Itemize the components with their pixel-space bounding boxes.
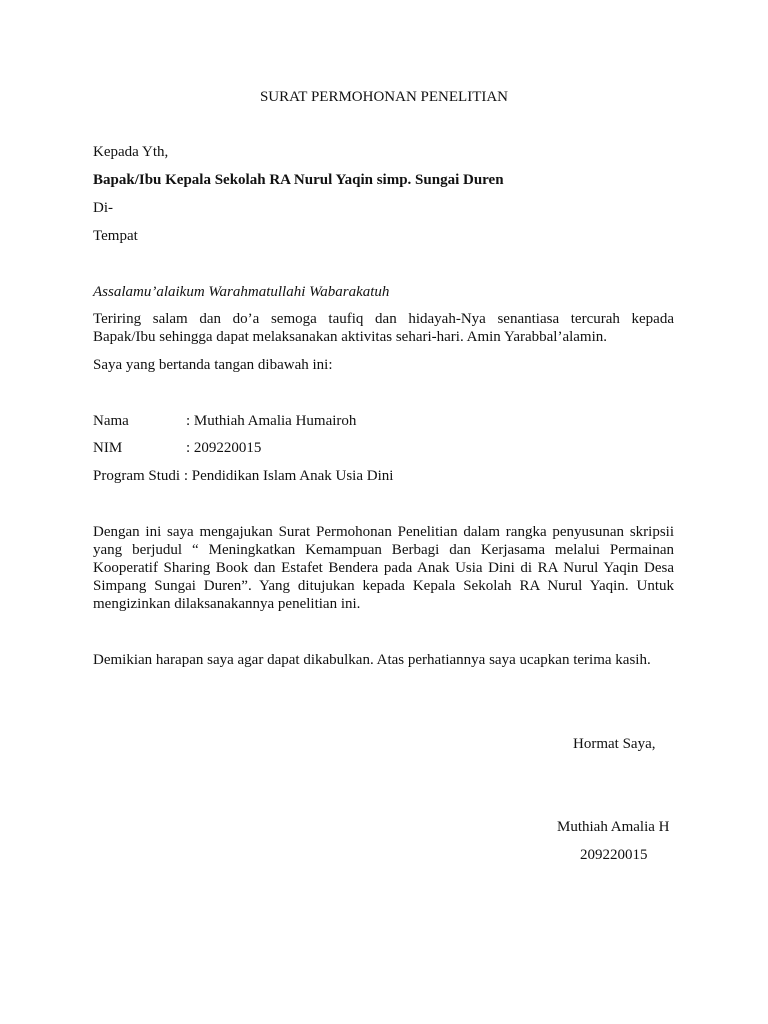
body-line: mengizinkan dilaksanakannya penelitian ini. [93,596,361,612]
salutation: Assalamu’alaikum Warahmatullahi Wabarakatuh [93,284,390,300]
signature-regards: Hormat Saya, [573,736,656,752]
recipient-greeting: Kepada Yth, [93,144,169,160]
opening-line: Teriring salam dan do’a semoga taufiq dan hidayah-Nya senantiasa tercurah kepada [93,311,674,327]
recipient-addressee: Bapak/Ibu Kepala Sekolah RA Nurul Yaqin simp. Sungai Duren [93,172,504,188]
field-program-value: : Pendidikan Islam Anak Usia Dini [180,468,394,484]
field-name-value: : Muthiah Amalia Humairoh [186,413,357,429]
body-paragraph [93,523,674,613]
recipient-di: Di- [93,200,113,216]
signature-nim: 209220015 [580,847,648,863]
signature-name: Muthiah Amalia H [557,819,670,835]
intro-text: Saya yang bertanda tangan dibawah ini: [93,357,333,373]
field-name [93,412,356,430]
body-line: Dengan ini saya mengajukan Surat Permohonan Penelitian dalam rangka penyusunan skripsii [93,524,674,540]
recipient-place: Tempat [93,228,138,244]
field-nim-value: : 209220015 [186,440,262,456]
field-nim [93,439,261,457]
field-program [93,467,393,485]
field-program-label: Program Studi [93,468,181,484]
body-line: yang berjudul “ Meningkatkan Kemampuan Berbagi dan Kerjasama melalui Permainan [93,542,674,558]
field-name-label: Nama [93,413,129,429]
field-nim-label: NIM [93,440,123,456]
body-line: Simpang Sungai Duren”. Yang ditujukan kepada Kepala Sekolah RA Nurul Yaqin. Untuk [93,578,674,594]
closing-text: Demikian harapan saya agar dapat dikabulkan. Atas perhatiannya saya ucapkan terima kasih. [93,652,651,668]
body-line: Kooperatif Sharing Book dan Estafet Bendera pada Anak Usia Dini di RA Nurul Yaqin Desa [93,560,674,576]
opening-paragraph [93,310,674,346]
letter-title: SURAT PERMOHONAN PENELITIAN [259,89,509,105]
opening-line: Bapak/Ibu sehingga dapat melaksanakan aktivitas sehari-hari. Amin Yarabbal’alamin. [93,329,608,345]
